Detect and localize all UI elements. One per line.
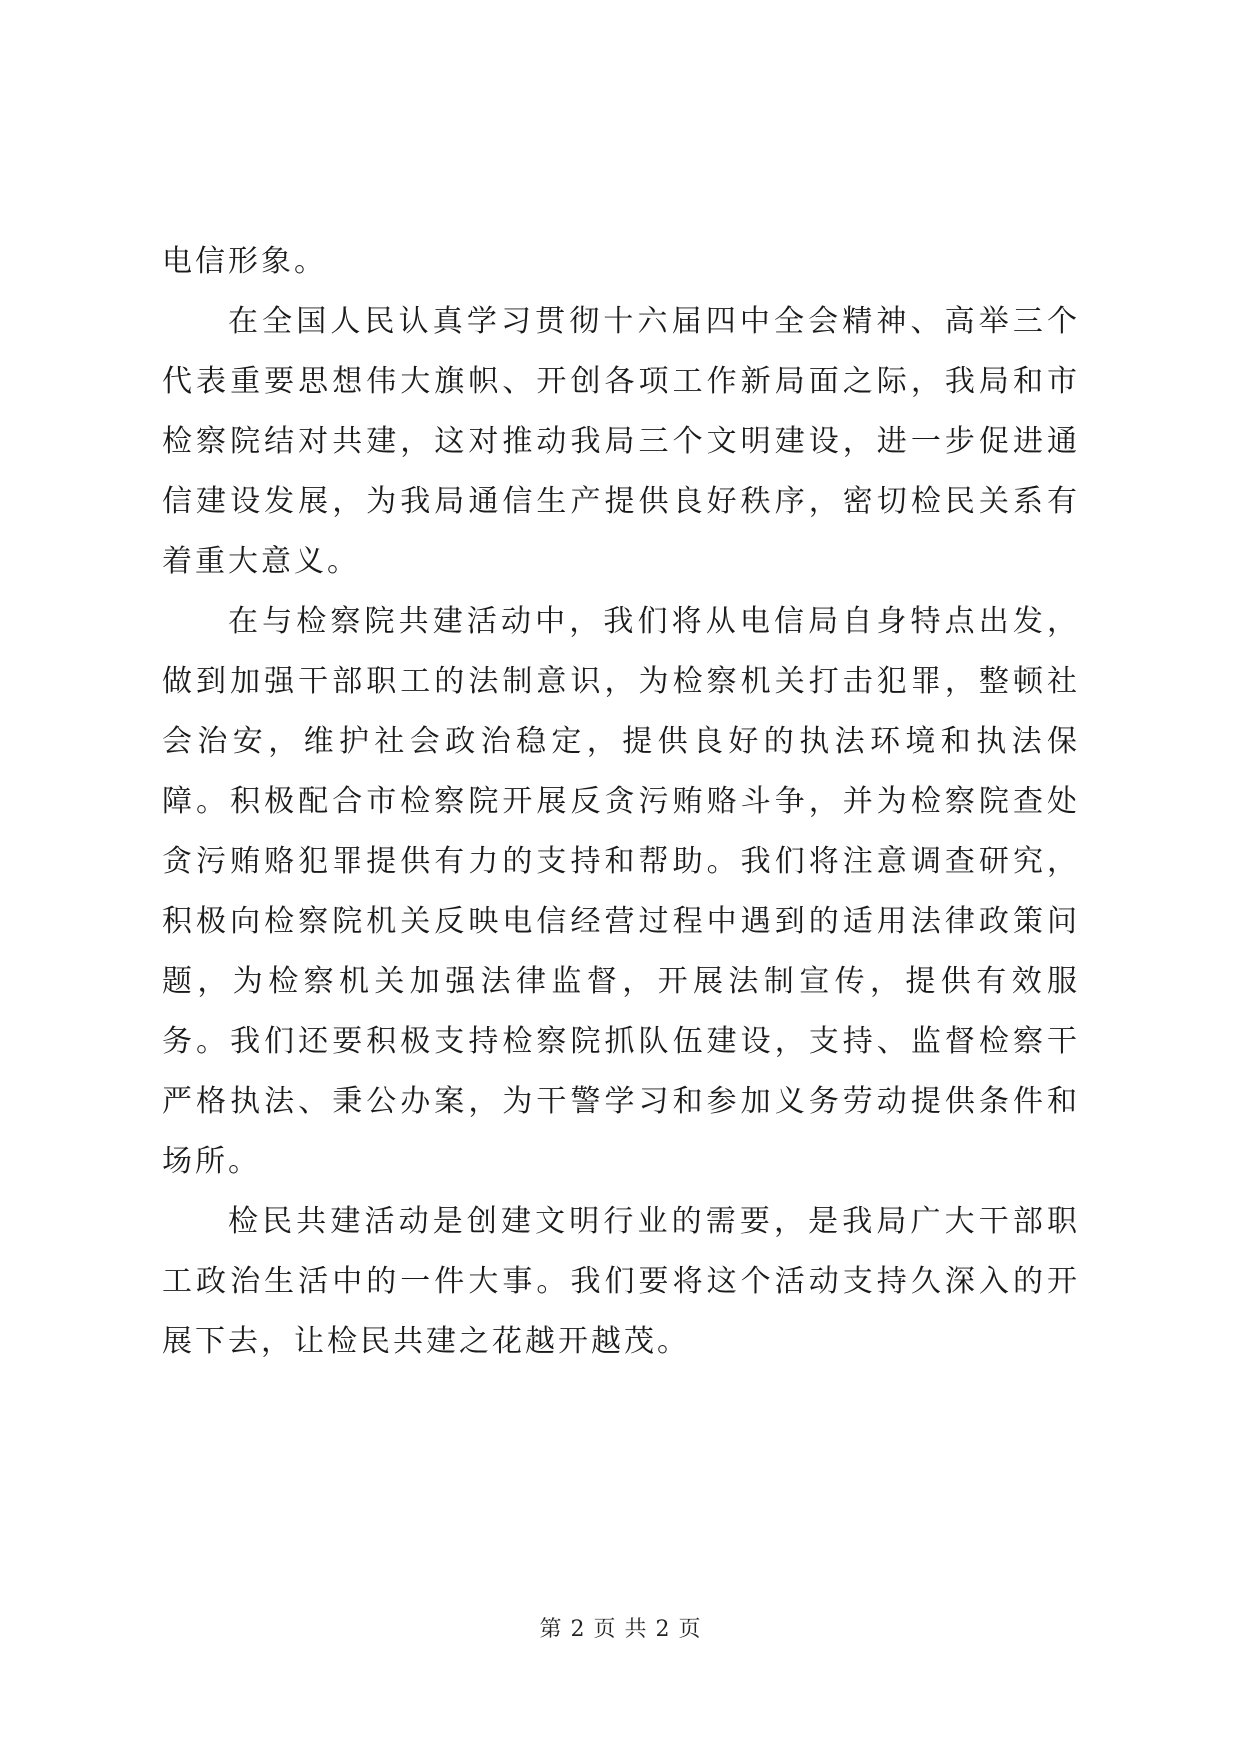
paragraph-background: 在全国人民认真学习贯彻十六届四中全会精神、高举三个代表重要思想伟大旗帜、开创各项工作新局面之际，我局和市检察院结对共建，这对推动我局三个文明建设，进一步促进通信建设发展，为我局通信生产提供良好秩序，密切检民关系有着重大意义。 — [162, 304, 1080, 579]
paragraph-continuation: 电信形象。 — [162, 244, 327, 279]
paragraph-conclusion: 检民共建活动是创建文明行业的需要，是我局广大干部职工政治生活中的一件大事。我们要将这个活动支持久深入的开展下去，让检民共建之花越开越茂。 — [162, 1204, 1080, 1359]
page-number-footer: 第 2 页 共 2 页 — [539, 1617, 702, 1642]
paragraph-commitments: 在与检察院共建活动中，我们将从电信局自身特点出发，做到加强干部职工的法制意识，为检察机关打击犯罪，整顿社会治安，维护社会政治稳定，提供良好的执法环境和执法保障。积极配合市检察院开展反贪污贿赂斗争，并为检察院查处贪污贿赂犯罪提供有力的支持和帮助。我们将注意调查研究，积极向检察院机关反映电信经营过程中遇到的适用法律政策问题，为检察机关加强法律监督，开展法制宣传，提供有效服务。我们还要积极支持检察院抓队伍建设，支持、监督检察干严格执法、秉公办案，为干警学习和参加义务劳动提供条件和场所。 — [162, 604, 1080, 1179]
document-body — [162, 232, 1080, 1372]
